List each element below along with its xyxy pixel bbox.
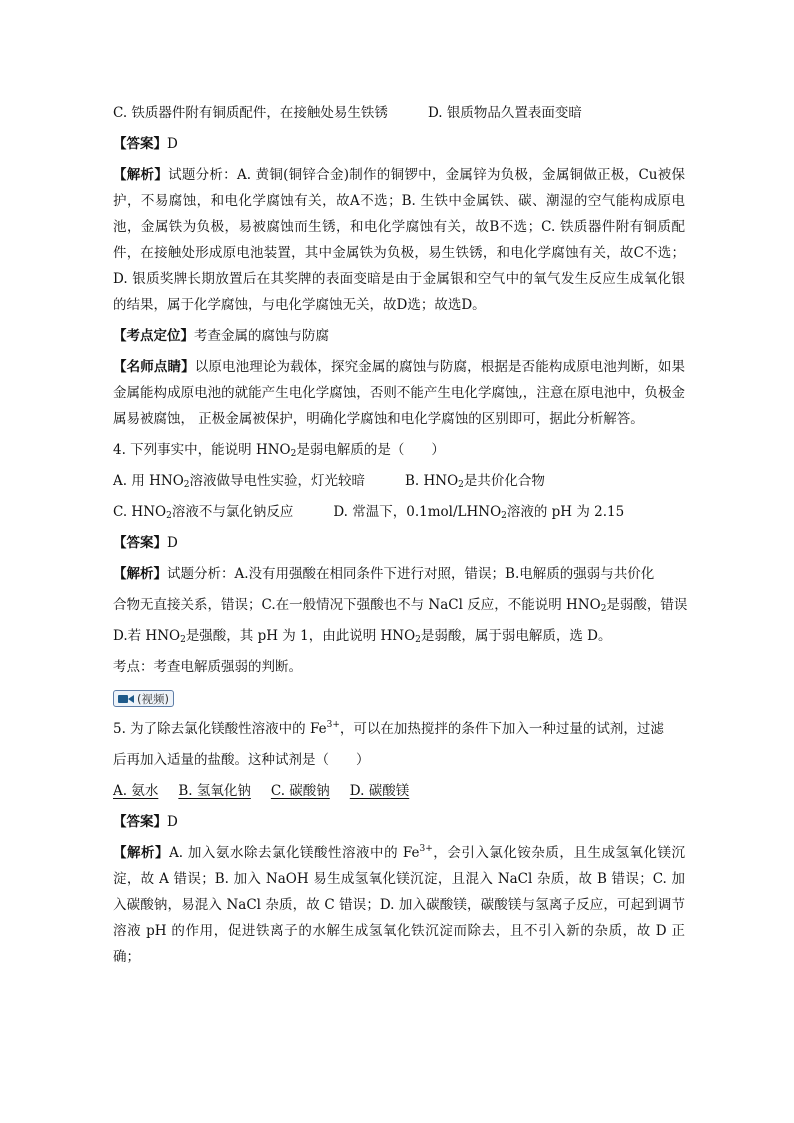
- q3-analysis-label: 【解析】: [113, 167, 169, 183]
- q3-tip: [113, 354, 685, 432]
- q5-option-a: A. 氨水: [113, 783, 159, 799]
- q4-option-b-post: 是共价化合物: [463, 473, 545, 489]
- q4-analysis-line2: [113, 592, 688, 618]
- q4-analysis-line1: [113, 561, 685, 587]
- q3-analysis-text: 试题分析：A. 黄铜(铜锌合金)制作的铜锣中，金属锌为负极，金属铜做正极，Cu被保护，不易腐蚀，和电化学腐蚀有关，故A不选；B. 生铁中金属铁、碳、潮湿的空气能构成原电池，金属铁为负极，易被腐蚀而生锈，和电化学腐蚀有关，故B不选；C. 铁质器件附有铜质配件，在接触处形成原电池装置，其中金属铁为负极，易生铁锈，和电化学腐蚀有关，故C不选；D. 银质奖牌长期放置后在其奖牌的表面变暗是由于金属银和空气中的氧气发生反应生成氧化银的结果，属于化学腐蚀，与电化学腐蚀无关，故D选；故选D。: [113, 167, 686, 313]
- q3-option-d: D. 银质物品久置表面变暗: [427, 105, 582, 121]
- q4-video-row: [113, 685, 685, 711]
- q4-answer: [113, 530, 685, 556]
- q3-answer-label: 【答案】: [113, 136, 167, 152]
- subscript: 2: [180, 635, 186, 645]
- q5-option-d: D. 碳酸镁: [349, 783, 410, 799]
- q4-stem-pre: 4. 下列事实中，能说明 HNO: [113, 442, 291, 458]
- subscript: 2: [166, 511, 172, 521]
- q5-options: [113, 778, 685, 804]
- q4-analysis-text: 是弱酸，属于弱电解质，选 D。: [420, 628, 612, 644]
- subscript: 2: [183, 480, 190, 490]
- video-camera-icon: [118, 694, 134, 704]
- q3-analysis: [113, 162, 685, 318]
- q4-analysis-line3: [113, 623, 685, 649]
- q5-stem-pre: 5. 为了除去氯化镁酸性溶液中的 Fe: [113, 721, 327, 737]
- q4-option-c-pre: C. HNO: [113, 504, 167, 520]
- q5-answer-label: 【答案】: [113, 814, 167, 830]
- q3-tip-text: 以原电池理论为载体，探究金属的腐蚀与防腐，根据是否能构成原电池判断，如果金属能构成原电池的就能产生电化学腐蚀，否则不能产生电化学腐蚀,，注意在原电池中，负极金属易被腐蚀， 正极金属被保护，明确化学腐蚀和电化学腐蚀的区别即可，据此分析解答。: [113, 359, 686, 427]
- subscript: 2: [290, 449, 297, 459]
- video-label: (视频): [137, 691, 169, 706]
- q5-answer: [113, 809, 685, 835]
- q4-analysis-text: 是强酸，其 pH 为 1，由此说明 HNO: [185, 628, 416, 644]
- q4-option-b-pre: B. HNO: [405, 473, 459, 489]
- q4-answer-value: D: [167, 535, 178, 551]
- q4-option-d-post: 溶液的 pH 为 2.15: [506, 504, 625, 520]
- q5-stem-line2: 后再加入适量的盐酸。这种试剂是（ ）: [113, 752, 370, 768]
- subscript: 2: [501, 511, 507, 521]
- q5-option-b: B. 氢氧化钠: [178, 783, 251, 799]
- q4-option-a-post: 溶液做导电性实验，灯光较暗: [189, 473, 366, 489]
- q3-answer-value: D: [167, 136, 178, 152]
- q5-analysis: [113, 840, 685, 970]
- q3-point-label: 【考点定位】: [113, 328, 194, 344]
- q4-analysis-text: 合物无直接关系，错误；C.在一般情况下强酸也不与 NaCl 反应，不能说明 HNO: [113, 597, 601, 613]
- q3-point: [113, 323, 685, 349]
- video-button[interactable]: [113, 690, 174, 707]
- q4-analysis-text: D.若 HNO: [113, 628, 181, 644]
- q4-point: 考点：考查电解质强弱的判断。: [113, 659, 302, 675]
- subscript: 2: [415, 635, 421, 645]
- q4-option-d-pre: D. 常温下，0.1mol/LHNO: [333, 504, 502, 520]
- q3-point-text: 考查金属的腐蚀与防腐: [194, 328, 329, 344]
- q3-answer: [113, 131, 685, 157]
- q3-options-cd: [113, 100, 685, 126]
- q5-stem-post: ，可以在加热搅拌的条件下加入一种过量的试剂，过滤: [339, 721, 664, 737]
- q5-analysis-text: ，会引入氯化铵杂质，且生成氢氧化镁沉淀，故 A 错误；B. 加入 NaOH 易生成氢氧化镁沉淀，且混入 NaCl 杂质，故 B 错误；C. 加入碳酸钠，易混入 NaCl 杂质，故 C 错误；D. 加入碳酸镁，碳酸镁与氢离子反应，可起到调节溶液 pH 的作用，促进铁离子的水解生成氢氧化铁沉淀而除去，且不引入新的杂质，故 D 正确；: [113, 845, 686, 965]
- q4-options-cd: [113, 499, 685, 525]
- subscript: 2: [600, 604, 607, 614]
- q4-analysis-text: 试题分析：A.没有用强酸在相同条件下进行对照，错误；B.电解质的强弱与共价化: [167, 566, 655, 582]
- q4-options-ab: [113, 468, 685, 494]
- superscript: 3+: [326, 720, 340, 730]
- superscript: 3+: [419, 844, 433, 854]
- q5-option-c: C. 碳酸钠: [270, 783, 330, 799]
- q4-stem: [113, 437, 685, 463]
- subscript: 2: [458, 480, 464, 490]
- q4-analysis-label: 【解析】: [113, 566, 167, 582]
- q5-stem-line1: [113, 716, 685, 742]
- q3-tip-label: 【名师点睛】: [113, 359, 195, 375]
- q5-analysis-text: A. 加入氨水除去氯化镁酸性溶液中的 Fe: [169, 845, 420, 861]
- q4-analysis-text: 是弱酸，错误: [606, 597, 688, 613]
- q5-analysis-label: 【解析】: [113, 845, 170, 861]
- q3-option-c: C. 铁质器件附有铜质配件，在接触处易生铁锈: [113, 105, 388, 121]
- q5-answer-value: D: [167, 814, 178, 830]
- q4-answer-label: 【答案】: [113, 535, 167, 551]
- q4-option-c-post: 溶液不与氯化钠反应: [171, 504, 294, 520]
- q4-stem-post: 是弱电解质的是（ ）: [296, 442, 445, 458]
- document-content: [113, 100, 688, 970]
- q4-option-a-pre: A. 用 HNO: [113, 473, 184, 489]
